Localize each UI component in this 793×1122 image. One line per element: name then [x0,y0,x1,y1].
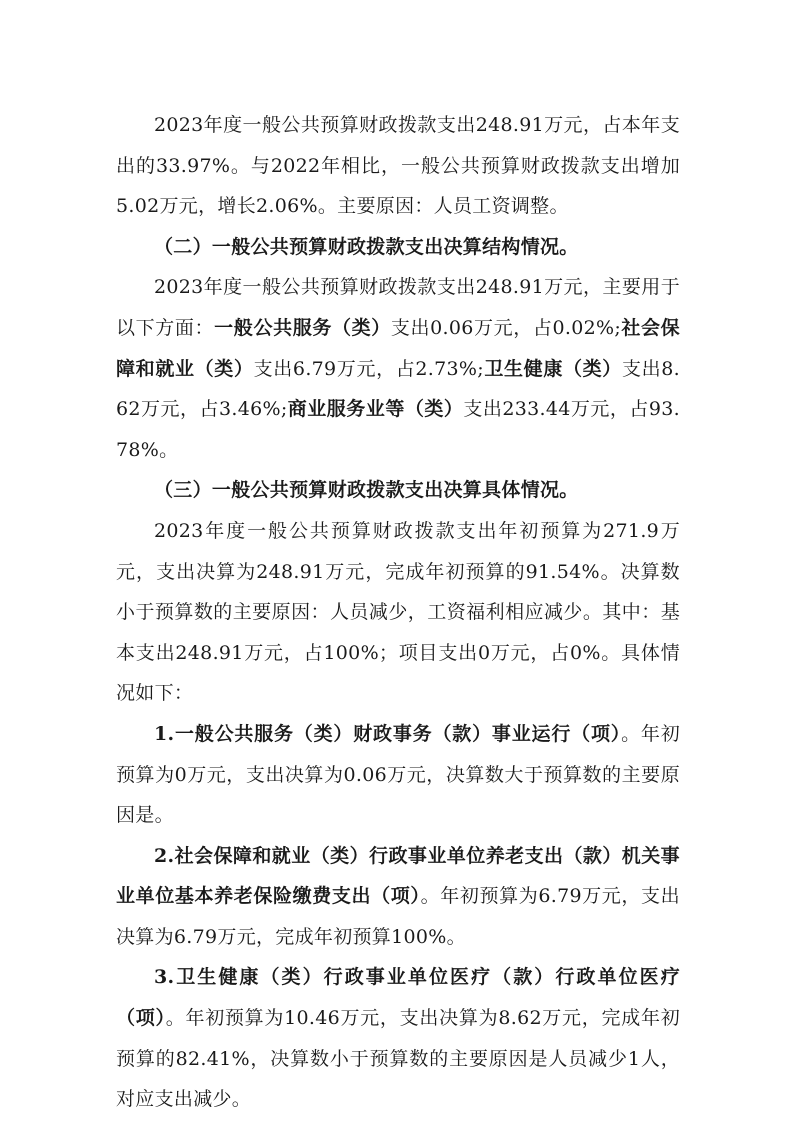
paragraph-structure [116,267,680,470]
paragraph-summary [116,105,680,227]
item-2-text: 。年初预算为6.79万元，支出决算为6.79万元，完成年初预算100%。 [116,885,680,948]
category-commerce: 商业服务业等（类） [287,398,464,421]
item-3-title: 3.卫生健康（类）行政事业单位医疗（款）行政单位医疗（项） [116,966,680,1030]
list-item-1 [116,714,680,836]
document-body [116,105,680,1120]
paragraph-details [116,511,680,714]
category-health-value: 支出8.62万元，占3.46%; [116,357,680,421]
details-text: 2023年度一般公共预算财政拨款支出年初预算为271.9万元，支出决算为248.91万元，完成年初预算的91.54%。决算数小于预算数的主要原因：人员减少，工资福利相应减少。其中：基本支出248.91万元，占100%；项目支出0万元，占0%。具体情况如下： [116,519,680,705]
item-1-title: 1.一般公共服务（类）财政事务（款）事业运行（项） [154,722,622,745]
list-item-2 [116,836,680,958]
category-general-public-services: 一般公共服务（类） [214,316,391,339]
heading-structure-text: （二）一般公共预算财政拨款支出决算结构情况。 [154,235,579,258]
category-general-public-services-value: 支出0.06万元，占0.02%; [390,316,622,339]
structure-intro: 2023年度一般公共预算财政拨款支出248.91万元，主要用于以下方面： [116,276,680,339]
list-item-3 [116,957,680,1119]
item-1-text: 。年初预算为0万元，支出决算为0.06万元，决算数大于预算数的主要原因是。 [116,722,680,827]
heading-details-text: （三）一般公共预算财政拨款支出决算具体情况。 [154,479,579,502]
category-health: 卫生健康（类） [483,357,622,380]
category-social-security: 社会保障和就业（类） [116,316,680,380]
category-social-security-value: 支出6.79万元，占2.73%; [253,357,484,380]
item-3-text: 。年初预算为10.46万元，支出决算为8.62万元，完成年初预算的82.41%，决算数小于预算数的主要原因是人员减少1人，对应支出减少。 [116,1007,681,1111]
summary-text: 2023年度一般公共预算财政拨款支出248.91万元，占本年支出的33.97%。与2022年相比，一般公共预算财政拨款支出增加5.02万元，增长2.06%。主要原因：人员工资调整。 [116,114,680,218]
item-2-title: 2.社会保障和就业（类）行政事业单位养老支出（款）机关事业单位基本养老保险缴费支出（项） [116,844,680,908]
section-heading-details [116,470,680,511]
category-commerce-value: 支出233.44万元，占93.78%。 [116,398,681,461]
section-heading-structure [116,227,680,268]
